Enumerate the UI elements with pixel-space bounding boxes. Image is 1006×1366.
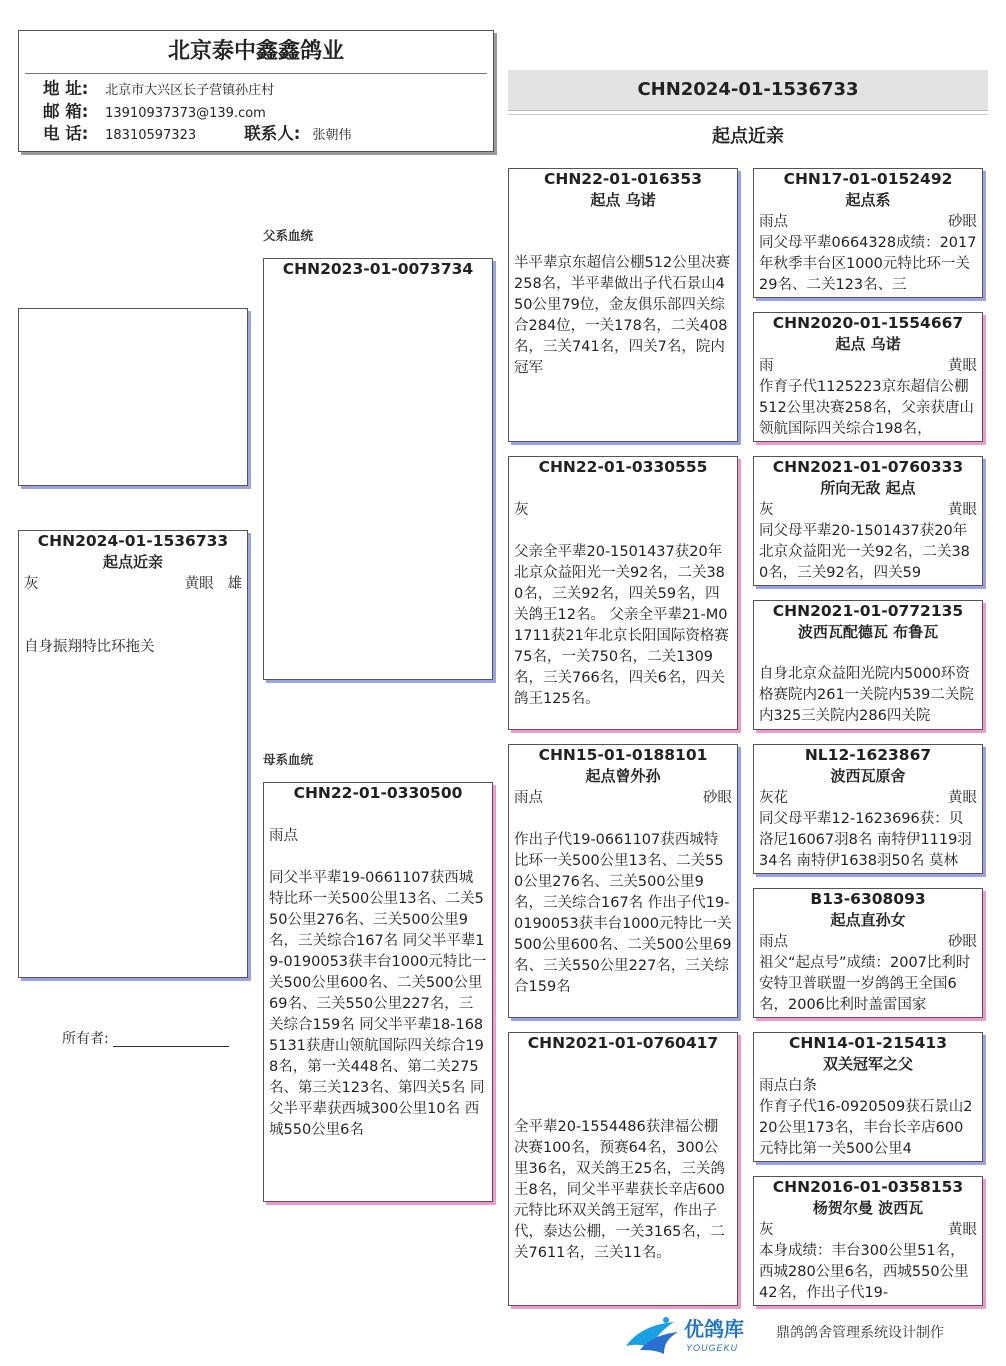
dsd-traits <box>754 931 982 953</box>
address-row <box>19 79 493 102</box>
subject-traits <box>19 573 247 595</box>
dam-color: 雨点 <box>269 828 298 844</box>
dds-ring: CHN14-01-215413 <box>788 1034 948 1052</box>
dds-color: 雨点白条 <box>759 1078 817 1094</box>
dds-card <box>753 1032 983 1162</box>
ddd-card <box>753 1176 983 1306</box>
sds-ring: CHN2021-01-0760333 <box>772 458 964 476</box>
email-value: 13910937373@139.com <box>105 105 266 121</box>
owner-label: 所有者: <box>62 1031 109 1047</box>
dss-ring: NL12-1623867 <box>804 746 932 764</box>
ssd-ring: CHN2020-01-1554667 <box>772 314 964 332</box>
dsd-name: 起点直孙女 <box>830 911 906 929</box>
contact-label: 联系人: <box>244 124 301 143</box>
sdd-name: 波西瓦配德瓦 布鲁瓦 <box>797 623 939 641</box>
sire-sire-desc: 半平辈京东超信公棚512公里决赛258名，半平辈做出子代石景山450公里79位，金友俱乐部四关综合284位，一关178名，二关408名，三关741名，四关7名，院内冠军 <box>514 255 731 376</box>
subject-sex: 雄 <box>227 576 242 592</box>
ssd-traits <box>754 355 982 377</box>
dsd-card <box>753 888 983 1018</box>
phone-value: 18310597323 <box>105 128 197 143</box>
ssd-desc: 作育子代1125223京东超信公棚512公里决赛258名，父亲获唐山领航国际四关综合198名， <box>759 379 974 437</box>
dsd-ring: B13-6308093 <box>810 890 926 908</box>
dam-traits <box>264 825 492 847</box>
sss-color: 雨点 <box>759 214 788 230</box>
dam-dam-card <box>508 1032 738 1306</box>
header-card <box>18 30 494 152</box>
ddd-desc: 本身成绩：丰台300公里51名，西城280公里6名，西城550公里42名，作出子代19- <box>759 1243 969 1301</box>
sire-ring: CHN2023-01-0073734 <box>282 260 474 278</box>
dds-traits <box>754 1075 982 1097</box>
sire-dam-desc: 父亲全平辈20-1501437获20年北京众益阳光一关92名，二关380名，三关92名，四关59名，四关鸽王12名。 父亲全平辈21-M01711获21年北京长阳国际资格赛75名，一关750名，二关1309名，三关766名，四关6名，四关鸽王125名。 <box>514 544 729 707</box>
subject-name: 起点近亲 <box>102 553 163 571</box>
sire-line-label: 父系血统 <box>263 228 314 243</box>
dds-name: 双关冠军之父 <box>822 1055 913 1073</box>
sds-name: 所向无敌 起点 <box>820 479 916 497</box>
sire-dam-ring: CHN22-01-0330555 <box>538 458 708 476</box>
divider <box>508 114 988 115</box>
ddd-ring: CHN2016-01-0358153 <box>772 1178 964 1196</box>
address-value: 北京市大兴区长子营镇孙庄村 <box>105 83 275 98</box>
ssd-color: 雨 <box>759 358 774 374</box>
email-row <box>19 102 493 125</box>
owner-field <box>62 1028 229 1048</box>
dsd-color: 雨点 <box>759 934 788 950</box>
sds-traits <box>754 499 982 521</box>
subject-ring: CHN2024-01-1536733 <box>37 532 229 550</box>
dam-dam-ring: CHN2021-01-0760417 <box>527 1034 719 1052</box>
brand-logo <box>622 1310 772 1356</box>
dam-sire-traits <box>509 787 737 809</box>
sds-desc: 同父母平辈20-1501437获20年北京众益阳光一关92名，二关380名，三关92名，四关59 <box>759 523 970 581</box>
pigeon-logo-icon <box>622 1310 772 1356</box>
email-label: 邮 箱: <box>43 101 89 121</box>
dam-sire-eye: 砂眼 <box>703 790 732 806</box>
dsd-eye: 砂眼 <box>948 934 977 950</box>
dam-ring: CHN22-01-0330500 <box>293 784 463 802</box>
credit-text: 鼎鸽鸽舍管理系统设计制作 <box>776 1325 944 1341</box>
dss-traits <box>754 787 982 809</box>
sire-sire-name: 起点 乌诺 <box>590 191 656 209</box>
sss-traits <box>754 211 982 233</box>
dss-name: 波西瓦原舍 <box>830 767 906 785</box>
sds-card <box>753 456 983 586</box>
dam-dam-desc: 全平辈20-1554486获津福公棚决赛100名，预赛64名，300公里36名，双关鸽王25名，三关鸽王8名，同父半平辈获长辛店600元特比环双关鸽王冠军，作出子代，泰达公棚，一关3165名，二关7611名，三关11名。 <box>514 1119 725 1261</box>
ssd-eye: 黄眼 <box>948 358 977 374</box>
dss-desc: 同父母平辈12-1623696获：贝洛尼16067羽8名 南特伊1119羽34名 南特伊1638羽50名 莫林 <box>759 811 972 869</box>
dss-card <box>753 744 983 874</box>
sdd-desc: 自身北京众益阳光院内5000环资格赛院内261一关院内539二关院内325三关院内286四关院 <box>759 666 974 724</box>
sire-sire-ring: CHN22-01-016353 <box>543 170 703 188</box>
dam-sire-desc: 作出子代19-0661107获西城特比环一关500公里13名、二关550公里276名、三关500公里9名，三关综合167名 作出子代19-0190053获丰台1000元特比一关500公里600名、二关500公里69名、三关550公里227名，三关综合159名 <box>514 832 732 995</box>
pigeon-photo-frame <box>18 308 248 486</box>
sss-eye: 砂眼 <box>948 214 977 230</box>
sds-eye: 黄眼 <box>948 502 977 518</box>
subject-card <box>18 530 248 978</box>
sss-name: 起点系 <box>845 191 891 209</box>
dam-sire-color: 雨点 <box>514 790 543 806</box>
dam-sire-ring: CHN15-01-0188101 <box>538 746 708 764</box>
sire-dam-color: 灰 <box>514 502 529 518</box>
address-label: 地 址: <box>43 79 89 98</box>
subject-desc: 自身振翔特比环拖关 <box>24 639 155 655</box>
sss-ring: CHN17-01-0152492 <box>783 170 953 188</box>
dss-eye: 黄眼 <box>948 790 977 806</box>
sire-card <box>263 258 493 680</box>
owner-line <box>113 1032 229 1047</box>
sss-desc: 同父母平辈0664328成绩：2017年秋季丰台区1000元特比环一关29名、二关123名、三 <box>759 235 977 293</box>
sds-color: 灰 <box>759 502 774 518</box>
sdd-card <box>753 600 983 730</box>
subject-color: 灰 <box>24 576 39 592</box>
ssd-card <box>753 312 983 442</box>
ddd-traits <box>754 1219 982 1241</box>
dss-color: 灰花 <box>759 790 788 806</box>
dam-line-label: 母系血统 <box>263 752 314 767</box>
subject-eye: 黄眼 <box>184 576 214 592</box>
sire-dam-traits <box>509 499 737 521</box>
main-pigeon-name: 起点近亲 <box>712 126 784 147</box>
ddd-eye: 黄眼 <box>948 1222 977 1238</box>
dsd-desc: 祖父“起点号”成绩：2007比利时安特卫普联盟一岁鸽鸽王全国6名，2006比利时盖雷国家 <box>759 955 971 1013</box>
logo-subtext: YOUGEKU <box>686 1343 739 1353</box>
dds-desc: 作育子代16-0920509获石景山220公里173名，丰台长辛店600元特比第一关500公里4 <box>759 1099 973 1157</box>
phone-label: 电 话: <box>43 124 89 143</box>
loft-title: 北京泰中鑫鑫鸽业 <box>25 31 487 74</box>
contact-value: 张朝伟 <box>312 128 352 143</box>
dam-desc: 同父半平辈19-0661107获西城特比环一关500公里13名、二关550公里276名、三关500公里9名，三关综合167名 同父半平辈19-0190053获丰台1000元特比一关500公里600名、二关500公里69名、三关550公里227名，三关综合159名 同父半平辈18-1685131获唐山领航国际四关综合198名，第一关448名、第二关275名、第三关123名、第四关5名 同父半平辈获西城300公里10名 西城550公里6名 <box>269 870 487 1138</box>
ssd-name: 起点 乌诺 <box>835 335 901 353</box>
dam-card <box>263 782 493 1202</box>
dam-sire-name: 起点曾外孙 <box>585 767 661 785</box>
phone-row <box>19 124 493 147</box>
ddd-color: 灰 <box>759 1222 774 1238</box>
logo-text: 优鸽库 <box>684 1319 744 1341</box>
sss-card <box>753 168 983 298</box>
dam-sire-card <box>508 744 738 1018</box>
sire-dam-card <box>508 456 738 730</box>
ddd-name: 杨贺尔曼 波西瓦 <box>812 1199 924 1217</box>
sire-sire-card <box>508 168 738 442</box>
main-ring-title: CHN2024-01-1536733 <box>508 70 988 111</box>
sdd-ring: CHN2021-01-0772135 <box>772 602 964 620</box>
